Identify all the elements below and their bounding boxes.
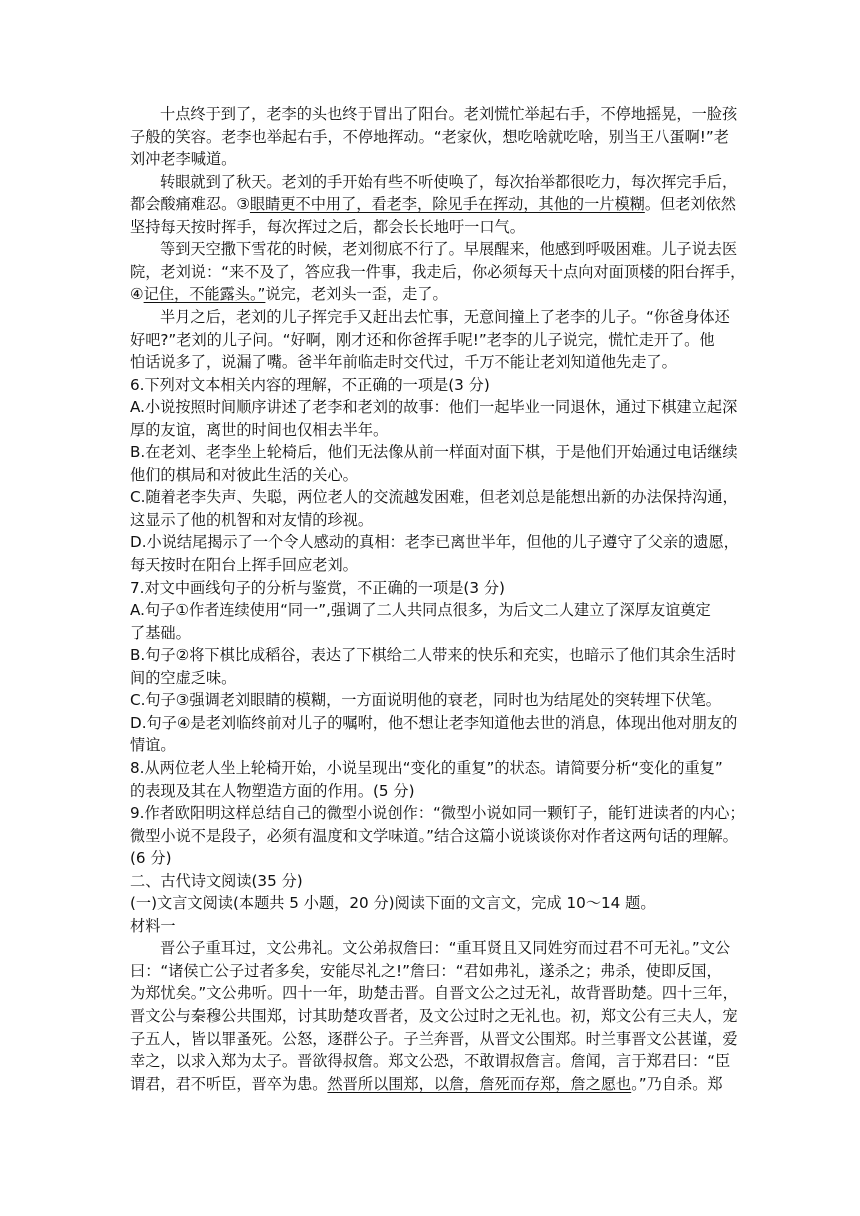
text-line xyxy=(130,1051,730,1071)
text-segment: 厚的友谊，离世的时间也仅相去半年。 xyxy=(130,420,389,439)
text-segment: 情谊。 xyxy=(130,736,176,755)
text-segment: 坚持每天按时挥手，每次挥过之后，都会长长地吁一口气。 xyxy=(130,217,525,236)
text-line xyxy=(160,307,730,327)
text-segment: 每天按时在阳台上挥手回应老刘。 xyxy=(130,556,358,574)
text-line xyxy=(130,352,677,372)
text-line xyxy=(130,735,176,755)
text-segment: 怕话说多了，说漏了嘴。爸半年前临走时交代过，千万不能让老刘知道他先走了。 xyxy=(130,353,677,372)
text-segment: 。”乃自杀。郑 xyxy=(631,1074,723,1093)
text-segment: 9.作者欧阳明这样总结自己的微型小说创作：“微型小说如同一颗钉子，能钉进读者的内心； xyxy=(130,804,745,823)
text-segment: (6 分) xyxy=(130,849,172,868)
text-segment: 8.从两位老人坐上轮椅开始，小说呈现出“变化的重复”的状态。请简要分析“变化的重复” xyxy=(130,758,723,777)
text-segment: 为郑忧矣。”文公弗听。四十一年，助楚击晋。自晋文公之过无礼，故背晋助楚。四十三年， xyxy=(130,984,738,1003)
text-segment: 晋文公与秦穆公共围郑，讨其助楚攻晋者，及文公过时之无礼也。初，郑文公有三夫人，宠 xyxy=(130,1007,738,1025)
text-segment: B.在老刘、老李坐上轮椅后，他们无法像从前一样面对面下棋，于是他们开始通过电话继续 xyxy=(130,443,738,462)
text-line xyxy=(130,465,358,485)
text-segment: D.小说结尾揭示了一个令人感动的真相：老李已离世半年，但他的儿子遵守了父亲的遗愿， xyxy=(130,533,739,552)
text-line xyxy=(130,690,721,710)
text-line xyxy=(130,961,722,981)
text-line xyxy=(130,330,715,350)
text-segment: 刘冲老李喊道。 xyxy=(130,150,237,169)
text-segment: 好吧?”老刘的儿子问。“好啊，刚才还和你爸挥手呢!”老李的儿子说完，慌忙走开了。他 xyxy=(130,330,715,349)
text-line xyxy=(130,262,745,282)
text-segment: 等到天空撒下雪花的时候，老刘彻底不行了。早展醒来，他感到呼吸困难。儿子说去医 xyxy=(160,240,738,259)
text-line xyxy=(130,1006,738,1026)
text-line xyxy=(130,578,505,598)
text-line xyxy=(160,172,737,192)
text-line xyxy=(130,983,738,1003)
text-line xyxy=(130,375,490,395)
text-segment: 十点终于到了，老李的头也终于冒出了阳台。老刘慌忙举起右手，不停地摇晃，一脸孩 xyxy=(160,105,738,123)
text-line xyxy=(130,623,191,643)
text-segment: 这显示了他的机智和对友情的珍视。 xyxy=(130,510,373,529)
text-line xyxy=(130,149,236,169)
text-segment: 曰：“诸侯亡公子过者多矣，安能尽礼之!”詹曰：“君如弗礼，遂杀之；弗杀，使即反国， xyxy=(130,961,722,980)
text-segment: 二、古代诗文阅读(35 分) xyxy=(130,871,303,890)
text-line xyxy=(130,217,525,237)
text-line xyxy=(130,781,415,801)
text-line xyxy=(130,442,738,462)
text-segment: C.随着老李失声、失聪，两位老人的交流越发困难，但老刘总是能想出新的办法保持沟通， xyxy=(130,488,738,507)
text-line xyxy=(130,668,236,688)
text-line xyxy=(130,194,736,214)
text-segment: ④ xyxy=(130,285,144,304)
text-line xyxy=(130,284,448,304)
text-segment: 晋公子重耳过，文公弗礼。文公弟叔詹曰：“重耳贤且又同姓穷而过君不可无礼。”文公 xyxy=(160,939,731,958)
text-segment: A.小说按照时间顺序讲述了老李和老刘的故事：他们一起毕业一同退休，通过下棋建立起深 xyxy=(130,398,738,417)
text-segment: C.句子③强调老刘眼睛的模糊，一方面说明他的衰老，同时也为结尾处的突转埋下伏笔。 xyxy=(130,691,721,710)
text-segment: 半月之后，老刘的儿子挥完手又赶出去忙事，无意间撞上了老李的儿子。“你爸身体还 xyxy=(160,307,730,326)
text-segment: 院，老刘说：“来不及了，答应我一件事，我走后，你必须每天十点向对面顶楼的阳台挥手， xyxy=(130,262,746,281)
text-line xyxy=(130,127,729,147)
text-segment: 7.对文中画线句子的分析与鉴赏，不正确的一项是(3 分) xyxy=(130,578,505,597)
text-line xyxy=(130,487,738,507)
text-segment: 转眼就到了秋天。老刘的手开始有些不听使唤了，每次抬举都很吃力，每次挥完手后， xyxy=(160,172,738,191)
text-line xyxy=(130,1074,723,1094)
text-line xyxy=(160,239,737,259)
text-line xyxy=(130,645,736,665)
text-segment: A.句子①作者连续使用“同一”,强调了二人共同点很多，为后文二人建立了深厚友谊奠定 xyxy=(130,601,711,620)
text-line xyxy=(130,600,711,620)
text-segment: 材料一 xyxy=(130,916,176,935)
underlined-segment: 眼睛更不中用了，看老李，除见手在挥动，其他的一片模糊 xyxy=(249,195,645,214)
text-segment: D.句子④是老刘临终前对儿子的嘱咐，他不想让老李知道他去世的消息，体现出他对朋友的 xyxy=(130,713,738,732)
text-segment: 都会酸痛难忍。③ xyxy=(130,195,250,214)
text-segment: (一)文言文阅读(本题共 5 小题，20 分)阅读下面的文言文，完成 10～14 题。 xyxy=(130,894,656,913)
text-line xyxy=(130,397,737,417)
text-line xyxy=(130,555,358,575)
text-segment: 子般的笑容。老李也举起右手，不停地挥动。“老家伙，想吃啥就吃啥，别当王八蛋啊!”老 xyxy=(130,127,729,146)
text-line xyxy=(130,803,745,823)
text-segment: 他们的棋局和对彼此生活的关心。 xyxy=(130,465,358,484)
text-line xyxy=(160,104,737,124)
text-segment: 了基础。 xyxy=(130,623,191,642)
text-line xyxy=(130,871,303,891)
text-segment: B.句子②将下棋比成稻谷，表达了下棋给二人带来的快乐和充实，也暗示了他们其余生活时 xyxy=(130,646,736,665)
text-segment: 间的空虚乏味。 xyxy=(130,668,237,687)
text-line xyxy=(130,532,739,552)
text-segment: 的表现及其在人物塑造方面的作用。(5 分) xyxy=(130,781,415,800)
text-segment: 。但老刘依然 xyxy=(644,195,736,214)
text-segment: 谓君，君不听臣，晋卒为患。 xyxy=(130,1074,328,1093)
text-line xyxy=(130,848,172,868)
text-segment: 微型小说不是段子，必须有温度和文学味道。”结合这篇小说谈谈你对作者这两句话的理解。 xyxy=(130,826,738,845)
underlined-segment: 然晋所以围郑，以詹，詹死而存郑，詹之愿也 xyxy=(327,1074,632,1093)
text-line xyxy=(130,713,737,733)
text-line xyxy=(130,893,656,913)
text-segment: 子五人，皆以罪蚤死。公怒，逐群公子。子兰奔晋，从晋文公围郑。时兰事晋文公甚谨，爱 xyxy=(130,1029,738,1048)
text-segment: 6.下列对文本相关内容的理解，不正确的一项是(3 分) xyxy=(130,375,490,394)
text-segment: 幸之，以求入郑为太子。晋欲得叔詹。郑文公恐，不敢谓叔詹言。詹闻，言于郑君曰：“臣 xyxy=(130,1052,731,1071)
text-line xyxy=(130,510,373,530)
text-line xyxy=(160,938,730,958)
text-line xyxy=(130,826,738,846)
text-line xyxy=(130,916,176,936)
text-segment: 说完，老刘头一歪，走了。 xyxy=(265,285,448,304)
text-line xyxy=(130,1029,738,1049)
text-line xyxy=(130,420,388,440)
underlined-segment: 记住，不能露头。” xyxy=(143,285,266,304)
text-line xyxy=(130,758,723,778)
